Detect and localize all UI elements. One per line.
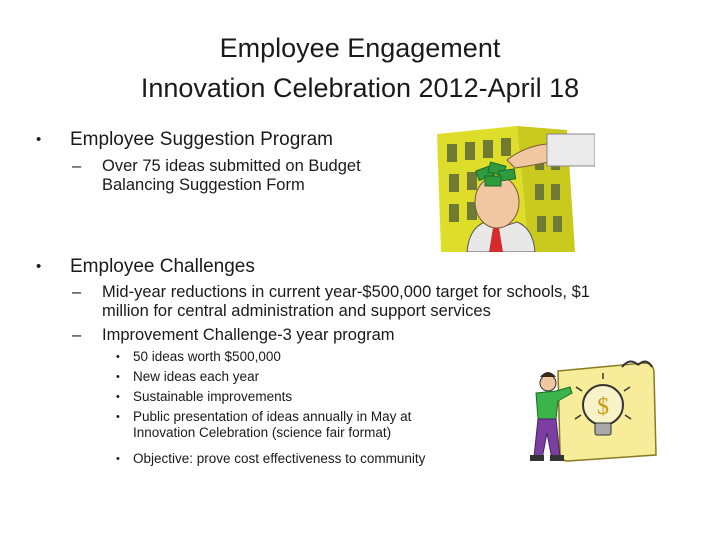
person-shoe-right <box>550 455 564 461</box>
bullet-glyph: • <box>36 131 42 148</box>
sub-bullet-line-1: Over 75 ideas submitted on Budget <box>102 157 361 175</box>
item-objective <box>116 451 493 467</box>
sub-bullet-text: Improvement Challenge-3 year program <box>102 326 395 344</box>
sleeve <box>547 134 595 166</box>
item-text: Sustainable improvements <box>133 389 293 404</box>
lightbulb-base <box>595 423 611 435</box>
bullet-glyph: • <box>36 258 42 275</box>
sub-bullet-line-2: million for central administration and support services <box>102 302 491 320</box>
dash-glyph: – <box>72 283 82 301</box>
item-new-ideas <box>116 369 493 385</box>
item-public-presentation <box>116 409 493 441</box>
bullet-text: Employee Challenges <box>70 256 255 277</box>
person-head <box>540 375 556 391</box>
dot-glyph: • <box>116 411 120 423</box>
lightbulb-idea-clipart <box>526 357 660 469</box>
title-line-2: Innovation Celebration 2012-April 18 <box>140 73 580 103</box>
dollar-sign: $ <box>597 394 609 420</box>
title-line-1: Employee Engagement <box>219 33 501 63</box>
money-idea-clipart <box>437 124 595 252</box>
slide-title <box>60 28 660 108</box>
sub-bullet-line-2: Balancing Suggestion Form <box>102 176 305 194</box>
dot-glyph: • <box>116 371 120 383</box>
item-text-line-2: Innovation Celebration (science fair format) <box>133 425 392 440</box>
item-text: 50 ideas worth $500,000 <box>133 349 281 364</box>
item-text: New ideas each year <box>133 369 260 384</box>
sub-bullet-improvement-challenge <box>72 326 522 345</box>
dot-glyph: • <box>116 453 120 465</box>
item-50-ideas <box>116 349 493 365</box>
dash-glyph: – <box>72 326 82 344</box>
bullet-employee-challenges <box>36 256 255 278</box>
dot-glyph: • <box>116 351 120 363</box>
sub-bullet-ideas-submitted <box>72 157 422 195</box>
dash-glyph: – <box>72 157 82 175</box>
sub-bullet-line-1: Mid-year reductions in current year-$500,000 target for schools, $1 <box>102 283 590 301</box>
item-text-line-1: Public presentation of ideas annually in May at <box>133 409 412 424</box>
person-shoe-left <box>530 455 544 461</box>
item-sustainable <box>116 389 493 405</box>
bullet-text: Employee Suggestion Program <box>70 129 333 150</box>
item-text: Objective: prove cost effectiveness to community <box>133 451 426 466</box>
sub-bullet-mid-year-reductions <box>72 283 682 321</box>
bullet-employee-suggestion-program <box>36 129 333 151</box>
dot-glyph: • <box>116 391 120 403</box>
